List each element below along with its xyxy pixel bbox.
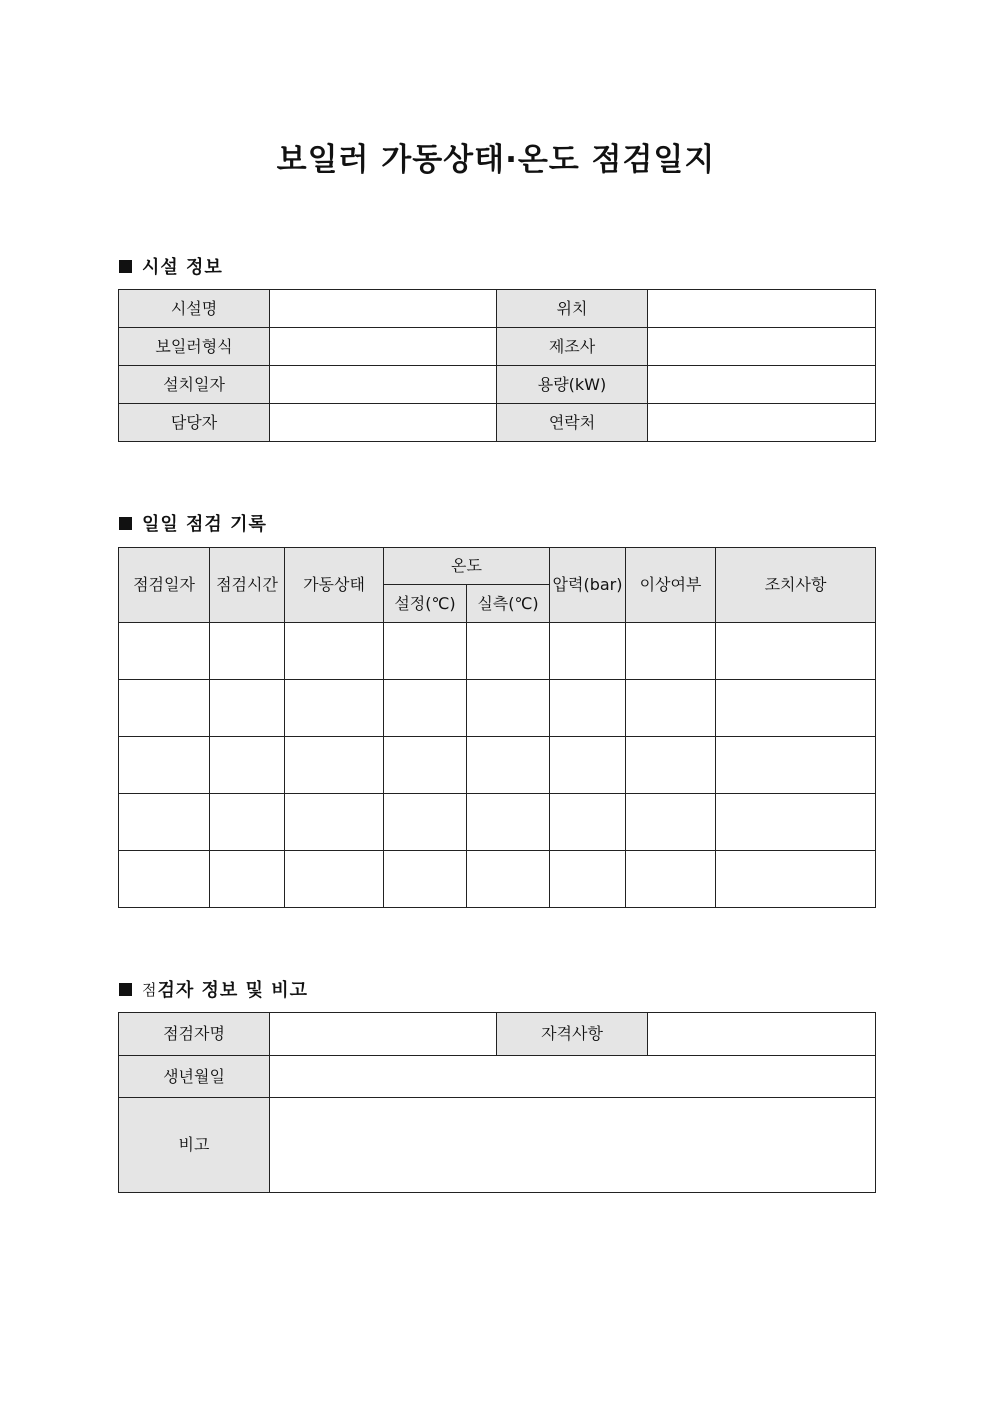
pressure-cell[interactable] (550, 851, 626, 908)
temp-measured-cell[interactable] (467, 680, 550, 737)
square-bullet-icon (119, 517, 132, 530)
status-cell[interactable] (285, 680, 384, 737)
col-header-time: 점검시간 (210, 548, 285, 623)
location-field[interactable] (648, 290, 876, 328)
manager-field[interactable] (270, 404, 497, 442)
col-header-abnormal: 이상여부 (626, 548, 716, 623)
remarks-label: 비고 (119, 1098, 270, 1193)
time-cell[interactable] (210, 623, 285, 680)
install-date-field[interactable] (270, 366, 497, 404)
abnormal-cell[interactable] (626, 623, 716, 680)
table-row (119, 794, 876, 851)
facility-name-field[interactable] (270, 290, 497, 328)
birth-date-field[interactable] (270, 1056, 876, 1098)
birth-date-label: 생년월일 (119, 1056, 270, 1098)
section-heading-daily (119, 510, 267, 536)
boiler-type-label: 보일러형식 (119, 328, 270, 366)
temp-set-cell[interactable] (384, 623, 467, 680)
table-row (119, 1098, 876, 1193)
table-row (119, 737, 876, 794)
table-row (119, 366, 876, 404)
qualification-label: 자격사항 (497, 1013, 648, 1056)
location-label: 위치 (497, 290, 648, 328)
contact-label: 연락처 (497, 404, 648, 442)
facility-info-table (118, 289, 876, 442)
pressure-cell[interactable] (550, 737, 626, 794)
pressure-cell[interactable] (550, 680, 626, 737)
time-cell[interactable] (210, 851, 285, 908)
install-date-label: 설치일자 (119, 366, 270, 404)
date-cell[interactable] (119, 794, 210, 851)
date-cell[interactable] (119, 737, 210, 794)
section-heading-facility (119, 253, 223, 279)
manufacturer-field[interactable] (648, 328, 876, 366)
manufacturer-label: 제조사 (497, 328, 648, 366)
document-title: 보일러 가동상태·온도 점검일지 (276, 142, 716, 178)
section-heading-inspector-text: 검자 정보 및 비고 (157, 980, 309, 1001)
action-cell[interactable] (716, 737, 876, 794)
time-cell[interactable] (210, 794, 285, 851)
inspector-name-field[interactable] (270, 1013, 497, 1056)
square-bullet-icon (119, 260, 132, 273)
boiler-type-field[interactable] (270, 328, 497, 366)
col-header-date: 점검일자 (119, 548, 210, 623)
section-heading-inspector-prefix: 점 (142, 980, 158, 999)
status-cell[interactable] (285, 623, 384, 680)
table-row (119, 851, 876, 908)
pressure-cell[interactable] (550, 623, 626, 680)
date-cell[interactable] (119, 623, 210, 680)
table-row (119, 623, 876, 680)
daily-inspection-table (118, 547, 876, 908)
abnormal-cell[interactable] (626, 680, 716, 737)
action-cell[interactable] (716, 794, 876, 851)
inspector-name-label: 점검자명 (119, 1013, 270, 1056)
action-cell[interactable] (716, 851, 876, 908)
action-cell[interactable] (716, 680, 876, 737)
remarks-field[interactable] (270, 1098, 876, 1193)
facility-name-label: 시설명 (119, 290, 270, 328)
temp-set-cell[interactable] (384, 680, 467, 737)
qualification-field[interactable] (648, 1013, 876, 1056)
section-heading-daily-text: 일일 점검 기록 (142, 514, 267, 535)
contact-field[interactable] (648, 404, 876, 442)
pressure-cell[interactable] (550, 794, 626, 851)
status-cell[interactable] (285, 851, 384, 908)
table-row (119, 680, 876, 737)
col-header-pressure: 압력(bar) (550, 548, 626, 623)
table-row (119, 1056, 876, 1098)
col-header-temperature: 온도 (384, 548, 550, 585)
table-row (119, 290, 876, 328)
temp-measured-cell[interactable] (467, 737, 550, 794)
manager-label: 담당자 (119, 404, 270, 442)
inspector-info-table (118, 1012, 876, 1193)
table-row (119, 404, 876, 442)
date-cell[interactable] (119, 851, 210, 908)
time-cell[interactable] (210, 680, 285, 737)
time-cell[interactable] (210, 737, 285, 794)
square-bullet-icon (119, 983, 132, 996)
action-cell[interactable] (716, 623, 876, 680)
section-heading-facility-text: 시설 정보 (142, 257, 223, 278)
temp-measured-cell[interactable] (467, 851, 550, 908)
col-header-temp-measured: 실측(℃) (467, 585, 550, 623)
status-cell[interactable] (285, 737, 384, 794)
status-cell[interactable] (285, 794, 384, 851)
section-heading-inspector (119, 976, 308, 1002)
table-header-row (119, 548, 876, 585)
table-row (119, 328, 876, 366)
table-row (119, 1013, 876, 1056)
date-cell[interactable] (119, 680, 210, 737)
temp-set-cell[interactable] (384, 851, 467, 908)
temp-set-cell[interactable] (384, 794, 467, 851)
col-header-status: 가동상태 (285, 548, 384, 623)
temp-measured-cell[interactable] (467, 623, 550, 680)
temp-set-cell[interactable] (384, 737, 467, 794)
capacity-label: 용량(kW) (497, 366, 648, 404)
abnormal-cell[interactable] (626, 794, 716, 851)
abnormal-cell[interactable] (626, 737, 716, 794)
capacity-field[interactable] (648, 366, 876, 404)
col-header-action: 조치사항 (716, 548, 876, 623)
temp-measured-cell[interactable] (467, 794, 550, 851)
col-header-temp-set: 설정(℃) (384, 585, 467, 623)
abnormal-cell[interactable] (626, 851, 716, 908)
